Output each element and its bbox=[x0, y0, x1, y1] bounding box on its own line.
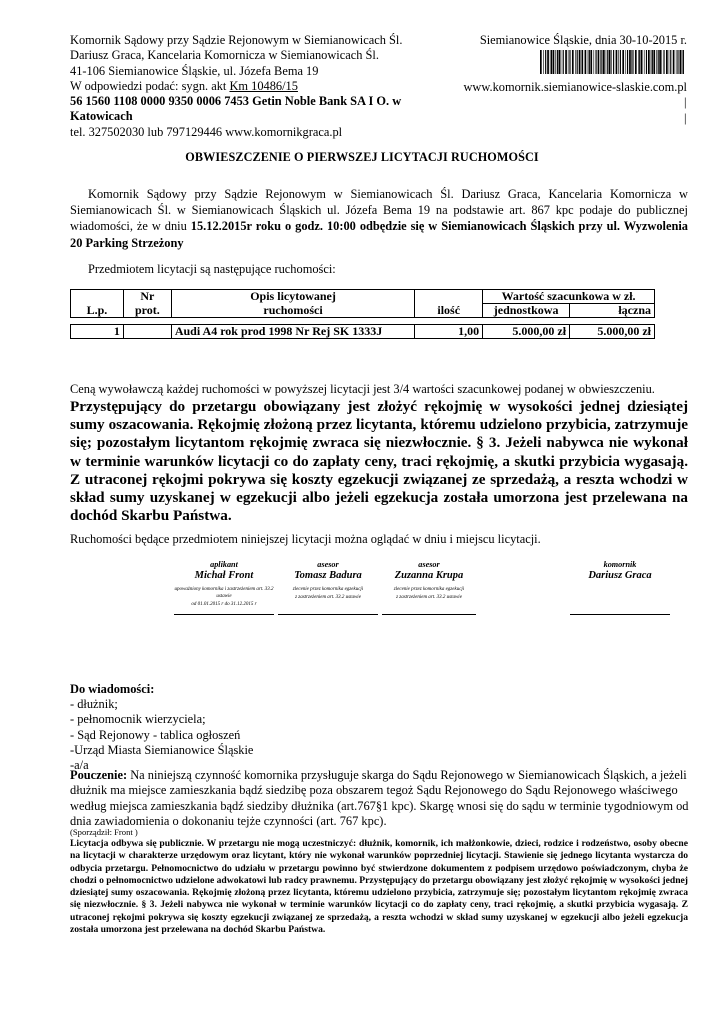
cell-ilosc: 1,00 bbox=[415, 325, 483, 339]
prepared-by: (Sporządził: Front ) bbox=[70, 827, 138, 837]
barcode-bar bbox=[669, 50, 670, 74]
barcode-bar bbox=[606, 50, 607, 74]
col-opis-sub: ruchomości bbox=[171, 304, 414, 318]
signature-block: asesor Tomasz Badura zlecenie przez komornika egzekucji z zastrzeżeniem art. 33.2 ustawie bbox=[278, 560, 378, 615]
barcode-bar bbox=[601, 50, 602, 74]
barcode-bar bbox=[609, 50, 611, 74]
col-lp: L.p. bbox=[71, 290, 124, 318]
barcode-bar bbox=[551, 50, 552, 74]
signatory-name: Michał Front bbox=[194, 570, 254, 581]
legal-instruction: Pouczenie: Na niniejszą czynność komornika przysługuje skarga do Sądu Rejonowego w Siemianowicach Śląskich, a jeżeli dłużnik ma miejsce zamieszkania bądź siedzibę poza obszarem tegoż Sądu Rejonowego do Sądu Rejonowego właściwego według miejsca zamieszkania bądź siedziby dłużnika (art.767§1 kpc). Skargę wnosi się do sądu w terminie tygodniowym od dnia zawiadomienia o dokonaniu tejże czynności (art. 767 kpc). bbox=[70, 768, 689, 828]
barcode-bar bbox=[572, 50, 574, 74]
list-item: - pełnomocnik wierzyciela; bbox=[70, 712, 206, 727]
cell-nr bbox=[123, 325, 171, 339]
signatory-name: Dariusz Graca bbox=[588, 570, 652, 581]
barcode-bar bbox=[653, 50, 655, 74]
barcode-bar bbox=[611, 50, 612, 74]
cell-opis: Audi A4 rok prod 1998 Nr Rej SK 1333J bbox=[171, 325, 414, 339]
barcode-bar bbox=[596, 50, 597, 74]
starting-price-note: Ceną wywoławczą każdej ruchomości w powyższej licytacji jest 3/4 wartości szacunkowej podanej w obwieszczeniu. bbox=[70, 382, 655, 396]
case-reference: W odpowiedzi podać: sygn. akt Km 10486/15 bbox=[70, 78, 298, 93]
table-header-row bbox=[71, 290, 655, 304]
signatory-name: Zuzanna Krupa bbox=[394, 570, 464, 581]
barcode-bar bbox=[558, 50, 560, 74]
signature-block: aplikant Michał Front upoważniony komornika i zastrzeżeniem art. 33.2 ustawie od 01.01.2015 r do 31.12.2015 r bbox=[174, 560, 274, 615]
contact-line: tel. 327502030 lub 797129446 www.komornikgraca.pl bbox=[70, 124, 343, 139]
list-item: -Urząd Miasta Siemianowice Śląskie bbox=[70, 742, 254, 757]
table-row bbox=[71, 325, 655, 339]
barcode-bar bbox=[588, 50, 589, 74]
barcode-bar bbox=[632, 50, 633, 74]
barcode-bar bbox=[582, 50, 583, 74]
barcode-bar bbox=[557, 50, 558, 74]
barcode-bar bbox=[563, 50, 564, 74]
signatory-name: Tomasz Badura bbox=[294, 570, 362, 581]
barcode-bar bbox=[577, 50, 578, 74]
barcode-bar bbox=[545, 50, 546, 74]
distribution-list bbox=[70, 682, 253, 773]
barcode-bar bbox=[622, 50, 624, 74]
barcode-bar bbox=[543, 50, 544, 74]
barcode-bar bbox=[658, 50, 659, 74]
barcode-bar bbox=[631, 50, 632, 74]
barcode-bar bbox=[663, 50, 664, 74]
barcode-bar bbox=[579, 50, 581, 74]
website-url: www.komornik.siemianowice-slaskie.com.pl bbox=[463, 80, 687, 94]
col-nr: Nr bbox=[123, 290, 171, 304]
table-header-row bbox=[71, 304, 655, 318]
barcode-bar bbox=[625, 50, 626, 74]
barcode-bar bbox=[607, 50, 608, 74]
barcode-bar bbox=[644, 50, 645, 74]
col-laczna: łączna bbox=[570, 304, 655, 318]
list-item: - Sąd Rejonowy - tablica ogłoszeń bbox=[70, 727, 241, 742]
barcode-bar bbox=[613, 50, 614, 74]
barcode-bar bbox=[565, 50, 567, 74]
barcode-bar bbox=[641, 50, 643, 74]
barcode-bar bbox=[680, 50, 682, 74]
col-wartosc: Wartość szacunkowa w zł. bbox=[483, 290, 655, 304]
barcode-bar bbox=[553, 50, 555, 74]
place-date: Siemianowice Śląskie, dnia 30-10-2015 r. bbox=[479, 33, 687, 47]
barcode-bar bbox=[648, 50, 650, 74]
barcode-bar bbox=[638, 50, 639, 74]
barcode-bar bbox=[594, 50, 595, 74]
margin-mark: | bbox=[684, 111, 687, 125]
barcode-bar bbox=[616, 50, 618, 74]
office-header bbox=[70, 33, 430, 140]
list-item: - dłużnik; bbox=[70, 697, 118, 712]
barcode-bar bbox=[540, 50, 542, 74]
barcode-bar bbox=[569, 50, 570, 74]
cell-laczna: 5.000,00 zł bbox=[570, 325, 655, 339]
items-table bbox=[70, 289, 655, 339]
barcode-bar bbox=[652, 50, 653, 74]
bank-account: 56 1560 1108 0000 9350 0006 7453 Getin Noble Bank SA I O. w Katowicach bbox=[70, 94, 402, 124]
barcode-bar bbox=[550, 50, 551, 74]
distribution-heading: Do wiadomości: bbox=[70, 682, 155, 696]
barcode-bar bbox=[659, 50, 661, 74]
col-nr-sub: prot. bbox=[123, 304, 171, 318]
barcode-bar bbox=[561, 50, 562, 74]
col-ilosc: ilość bbox=[415, 290, 483, 318]
col-jednostkowa: jednostkowa bbox=[483, 304, 570, 318]
barcode-bar bbox=[651, 50, 652, 74]
barcode-bar bbox=[585, 50, 587, 74]
auction-rules: Licytacja odbywa się publicznie. W przetargu nie mogą uczestniczyć: dłużnik, komornik, ich małżonkowie, dzieci, rodzice i rodzeństwo, osoby obecne na licytacji w charakterze urzędowym oraz licytant, który nie wykonał warunków poprzedniej licytacji. Stawienie się jednego licytanta wystarcza do odbycia przetargu. Pełnomocnictwo do udziału w przetargu powinno być stwierdzone dokumentem z podpisem urzędowo poświadczonym, chyba że chodzi o pełnomocnictwo udzielone adwokatowi lub radcy prawnemu. Przystępujący do przetargu obowiązany jest złożyć rękojmię w wysokości jednej dziesiątej sumy oszacowania. Rękojmię złożoną przez licytanta, któremu udzielono przybicia, zatrzymuje się; pozostałym licytantom rękojmię zwraca się niezwłocznie. § 3. Jeżeli nabywca nie wykonał w terminie warunków licytacji co do zapłaty ceny, traci rękojmię, a skutki przybicia wygasają. Z utraconej rękojmi pokrywa się koszty egzekucji związanej ze sprzedażą, a reszta wchodzi w skład sumy uzyskanej w egzekucji albo jeżeli egzekucja została umorzona jest przelewana na dochód Skarbu Państwa. bbox=[70, 838, 688, 936]
margin-mark: | bbox=[684, 95, 687, 109]
list-item: -a/a bbox=[70, 758, 89, 773]
barcode-bar bbox=[575, 50, 576, 74]
document-title: OBWIESZCZENIE O PIERWSZEJ LICYTACJI RUCHOMOŚCI bbox=[185, 150, 539, 164]
barcode-bar bbox=[603, 50, 605, 74]
barcode-bar bbox=[620, 50, 621, 74]
barcode-bar bbox=[670, 50, 671, 74]
case-number: Km 10486/15 bbox=[229, 78, 298, 93]
barcode-bar bbox=[635, 50, 637, 74]
barcode-bar bbox=[656, 50, 657, 74]
signature-block: asesor Zuzanna Krupa zlecenie przez komornika egzekucji z zastrzeżeniem art. 33.2 ustawie bbox=[382, 560, 476, 615]
barcode-bar bbox=[589, 50, 590, 74]
auction-date-place: 15.12.2015r roku o godz. 10:00 odbędzie się w Siemianowicach Śląskich przy ul. Wyzwolenia 20 Parking Strzeżony bbox=[70, 219, 688, 250]
cell-lp: 1 bbox=[71, 325, 124, 339]
barcode-bar bbox=[590, 50, 592, 74]
barcode-bar bbox=[673, 50, 675, 74]
col-opis: Opis licytowanej bbox=[171, 290, 414, 304]
office-line: Komornik Sądowy przy Sądzie Rejonowym w Siemianowicach Śl. bbox=[70, 33, 403, 47]
barcode-bar bbox=[598, 50, 600, 74]
barcode-bar bbox=[555, 50, 556, 74]
signature-block: komornik Dariusz Graca bbox=[570, 560, 670, 615]
barcode-bar bbox=[568, 50, 569, 74]
barcode-bar bbox=[547, 50, 549, 74]
barcode-bar bbox=[627, 50, 628, 74]
intro-paragraph: Komornik Sądowy przy Sądzie Rejonowym w Siemianowicach Śl. Dariusz Graca, Kancelaria Komornicza w Siemianowicach Śl. w Siemianowicach Śląskich ul. Józefa Bema 19 na podstawie art. 867 kpc podaje do publicznej wiadomości, że w dniu 15.12.2015r roku o godz. 10:00 odbędzie się w Siemianowicach Śląskich przy ul. Wyzwolenia 20 Parking Strzeżony bbox=[70, 187, 688, 250]
barcode-bar bbox=[618, 50, 619, 74]
barcode-bar bbox=[682, 50, 683, 74]
barcode-bar bbox=[677, 50, 678, 74]
office-line: Dariusz Graca, Kancelaria Komornicza w Siemianowicach Śl. bbox=[70, 48, 379, 63]
barcode-bar bbox=[639, 50, 640, 74]
barcode-bar bbox=[600, 50, 601, 74]
inspection-note: Ruchomości będące przedmiotem niniejszej licytacji można oglądać w dniu i miejscu licytacji. bbox=[70, 532, 541, 546]
items-intro: Przedmiotem licytacji są następujące ruchomości: bbox=[88, 262, 336, 276]
office-address: 41-106 Siemianowice Śląskie, ul. Józefa Bema 19 bbox=[70, 63, 319, 78]
barcode-bar bbox=[676, 50, 677, 74]
barcode-bar bbox=[629, 50, 631, 74]
barcode-image bbox=[539, 50, 687, 74]
barcode-bar bbox=[683, 50, 684, 74]
deposit-terms: Przystępujący do przetargu obowiązany jest złożyć rękojmię w wysokości jednej dziesiątej sumy oszacowania. Rękojmię złożoną przez licytanta, któremu udzielono przybicia, zatrzymuje się; pozostałym licytantom rękojmię zwraca się niezwłocznie. § 3. Jeżeli nabywca nie wykonał w terminie warunków licytacji co do zapłaty ceny, traci rękojmię, a skutki przybicia wygasają. Z utraconej rękojmi pokrywa się koszty egzekucji związanej ze sprzedażą, a reszta wchodzi w skład sumy uzyskanej w egzekucji albo jeżeli egzekucja została umorzona jest przelewana na dochód Skarbu Państwa. bbox=[70, 398, 688, 525]
barcode-bar bbox=[666, 50, 668, 74]
barcode-bar bbox=[581, 50, 582, 74]
barcode-bar bbox=[646, 50, 647, 74]
cell-jednostkowa: 5.000,00 zł bbox=[483, 325, 570, 339]
barcode-bar bbox=[661, 50, 662, 74]
